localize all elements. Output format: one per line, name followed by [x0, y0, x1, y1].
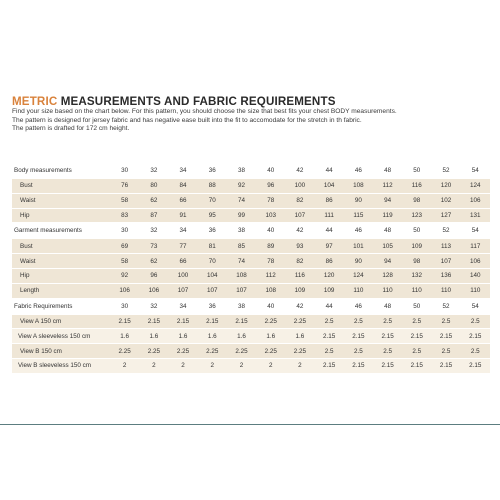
table-cell: 2.15 [461, 329, 490, 343]
table-cell: 97 [315, 239, 344, 253]
table-row [12, 269, 490, 283]
table-row [12, 179, 490, 193]
table-cell: 120 [315, 269, 344, 283]
table-cell: 2.25 [256, 315, 285, 329]
table-cell: 124 [344, 269, 373, 283]
table-cell: 101 [344, 239, 373, 253]
table-cell: 106 [461, 254, 490, 268]
table-cell: 87 [139, 209, 168, 223]
table-cell: 66 [168, 254, 197, 268]
table-cell: 1.6 [285, 329, 314, 343]
table-cell: 85 [227, 239, 256, 253]
size-header-cell: 44 [325, 167, 333, 174]
table-cell: 98 [402, 194, 431, 208]
table-cell: 90 [344, 254, 373, 268]
table-cell: 109 [315, 284, 344, 298]
row-label: Waist [12, 254, 110, 268]
table-cell: 2.5 [373, 344, 402, 358]
row-label: Bust [12, 179, 110, 193]
table-cell: 74 [227, 254, 256, 268]
table-cell: 2 [110, 359, 139, 373]
size-header-cell: 48 [384, 227, 392, 235]
table-cell: 140 [461, 269, 490, 283]
size-header-cell: 36 [208, 167, 216, 174]
table-cell: 81 [198, 239, 227, 253]
size-header-cell: 52 [442, 302, 450, 310]
table-cell: 2.25 [285, 315, 314, 329]
table-cell: 128 [373, 269, 402, 283]
table-cell: 107 [431, 254, 460, 268]
table-cell: 70 [198, 254, 227, 268]
table-cell: 2 [139, 359, 168, 373]
table-row [12, 239, 490, 253]
table-cell: 2.15 [431, 359, 460, 373]
table-cell: 106 [461, 194, 490, 208]
title-rest: MEASUREMENTS AND FABRIC REQUIREMENTS [57, 95, 336, 108]
table-cell: 117 [461, 239, 490, 253]
section-header-row [12, 223, 490, 238]
size-header-cell: 50 [413, 227, 421, 235]
table-cell: 2.25 [256, 344, 285, 358]
table-cell: 1.6 [139, 329, 168, 343]
table-cell: 112 [373, 179, 402, 193]
table-cell: 1.6 [168, 329, 197, 343]
table-cell: 108 [227, 269, 256, 283]
table-cell: 123 [402, 209, 431, 223]
table-cell: 124 [461, 179, 490, 193]
table-cell: 2.25 [110, 344, 139, 358]
table-row [12, 359, 490, 373]
table-cell: 110 [461, 284, 490, 298]
table-cell: 91 [168, 209, 197, 223]
table-cell: 74 [227, 194, 256, 208]
table-cell: 82 [285, 194, 314, 208]
table-cell: 2.15 [402, 329, 431, 343]
table-cell: 2.5 [461, 315, 490, 329]
row-label: Bust [12, 239, 110, 253]
table-cell: 115 [344, 209, 373, 223]
table-cell: 2.5 [431, 344, 460, 358]
row-label: View B 150 cm [12, 344, 110, 358]
table-cell: 94 [373, 194, 402, 208]
table-cell: 66 [168, 194, 197, 208]
table-cell: 90 [344, 194, 373, 208]
intro-line: The pattern is designed for jersey fabric and has negative ease built into the fit to accomodate for the stretch in th fabric. [12, 116, 362, 124]
size-header-cell: 38 [237, 227, 245, 235]
table-cell: 73 [139, 239, 168, 253]
bottom-divider [0, 424, 500, 425]
table-cell: 92 [227, 179, 256, 193]
table-cell: 100 [285, 179, 314, 193]
size-header-cell: 50 [413, 302, 421, 310]
table-row [12, 315, 490, 329]
table-cell: 2.15 [315, 359, 344, 373]
table-cell: 78 [256, 194, 285, 208]
table-cell: 116 [285, 269, 314, 283]
table-cell: 120 [431, 179, 460, 193]
size-header-cell: 54 [471, 227, 479, 235]
table-cell: 2.5 [402, 344, 431, 358]
table-cell: 84 [168, 179, 197, 193]
table-cell: 131 [461, 209, 490, 223]
table-cell: 76 [110, 179, 139, 193]
table-cell: 110 [402, 284, 431, 298]
table-cell: 1.6 [198, 329, 227, 343]
table-cell: 109 [402, 239, 431, 253]
size-header-cell: 36 [208, 227, 216, 235]
table-cell: 103 [256, 209, 285, 223]
size-header-cell: 44 [325, 227, 333, 235]
table-cell: 82 [285, 254, 314, 268]
row-label: Hip [12, 269, 110, 283]
table-row [12, 344, 490, 358]
size-header-cell: 34 [179, 302, 187, 310]
table-cell: 2.25 [285, 344, 314, 358]
size-header-cell: 30 [121, 227, 129, 235]
size-header-cell: 30 [121, 302, 129, 310]
table-cell: 108 [256, 284, 285, 298]
section-header-row [12, 163, 490, 178]
table-row [12, 194, 490, 208]
table-cell: 2.15 [110, 315, 139, 329]
size-header-cell: 46 [354, 167, 362, 174]
size-header-cell: 48 [384, 302, 392, 310]
table-cell: 2 [227, 359, 256, 373]
table-cell: 136 [431, 269, 460, 283]
size-header-cell: 38 [237, 302, 245, 310]
size-chart-table [12, 162, 490, 374]
size-header-cell: 42 [296, 167, 304, 174]
table-cell: 2.15 [373, 329, 402, 343]
table-cell: 70 [198, 194, 227, 208]
size-header-cell: 36 [208, 302, 216, 310]
table-cell: 96 [256, 179, 285, 193]
table-cell: 2.5 [315, 315, 344, 329]
table-cell: 1.6 [110, 329, 139, 343]
table-cell: 88 [198, 179, 227, 193]
size-header-cell: 34 [179, 167, 187, 174]
size-header-cell: 40 [267, 302, 275, 310]
section-title: Fabric Requirements [14, 302, 73, 310]
section-title: Garment measurements [14, 227, 82, 235]
table-cell: 2.15 [431, 329, 460, 343]
size-header-cell: 42 [296, 227, 304, 235]
title-accent: METRIC [12, 95, 58, 108]
table-cell: 2 [285, 359, 314, 373]
row-label: View B sleeveless 150 cm [12, 359, 110, 373]
table-cell: 58 [110, 254, 139, 268]
table-cell: 1.6 [227, 329, 256, 343]
table-cell: 93 [285, 239, 314, 253]
table-cell: 58 [110, 194, 139, 208]
intro-text [12, 108, 492, 134]
table-cell: 2.25 [227, 344, 256, 358]
size-header-cell: 40 [267, 227, 275, 235]
table-cell: 94 [373, 254, 402, 268]
row-label: View A sleeveless 150 cm [12, 329, 110, 343]
size-header-cell: 38 [237, 167, 245, 174]
row-label: Waist [12, 194, 110, 208]
section-header-row [12, 299, 490, 314]
table-cell: 2.15 [344, 359, 373, 373]
table-row [12, 209, 490, 223]
table-cell: 106 [139, 284, 168, 298]
table-cell: 100 [168, 269, 197, 283]
table-cell: 95 [198, 209, 227, 223]
page-title [12, 95, 336, 108]
table-cell: 2.25 [198, 344, 227, 358]
table-row [12, 254, 490, 268]
table-cell: 2.15 [344, 329, 373, 343]
row-label: Length [12, 284, 110, 298]
table-cell: 98 [402, 254, 431, 268]
table-cell: 107 [168, 284, 197, 298]
table-row [12, 329, 490, 343]
table-cell: 99 [227, 209, 256, 223]
table-cell: 89 [256, 239, 285, 253]
table-cell: 69 [110, 239, 139, 253]
table-cell: 2 [198, 359, 227, 373]
table-cell: 110 [344, 284, 373, 298]
table-cell: 127 [431, 209, 460, 223]
intro-line: Find your size based on the chart below. For this pattern, you should choose the size that best fits your chest BODY measurements. [12, 108, 397, 115]
table-cell: 105 [373, 239, 402, 253]
size-header-cell: 32 [150, 167, 158, 174]
size-header-cell: 32 [150, 302, 158, 310]
table-cell: 92 [110, 269, 139, 283]
table-cell: 2.15 [168, 315, 197, 329]
table-cell: 2.5 [344, 344, 373, 358]
table-cell: 107 [198, 284, 227, 298]
table-cell: 62 [139, 194, 168, 208]
table-cell: 112 [256, 269, 285, 283]
row-label: View A 150 cm [12, 315, 110, 329]
table-cell: 2.15 [315, 329, 344, 343]
table-cell: 104 [198, 269, 227, 283]
table-cell: 80 [139, 179, 168, 193]
table-cell: 2 [256, 359, 285, 373]
size-header-cell: 42 [296, 302, 304, 310]
size-header-cell: 32 [150, 227, 158, 235]
size-header-cell: 44 [325, 302, 333, 310]
table-cell: 2.5 [315, 344, 344, 358]
table-cell: 2.15 [373, 359, 402, 373]
table-cell: 106 [110, 284, 139, 298]
table-cell: 107 [227, 284, 256, 298]
size-header-cell: 46 [354, 227, 362, 235]
table-cell: 2.25 [139, 344, 168, 358]
size-header-cell: 40 [267, 167, 275, 174]
table-cell: 2.5 [373, 315, 402, 329]
table-cell: 86 [315, 254, 344, 268]
size-header-cell: 30 [121, 167, 129, 174]
table-row [12, 284, 490, 298]
table-cell: 77 [168, 239, 197, 253]
table-cell: 113 [431, 239, 460, 253]
size-header-cell: 34 [179, 227, 187, 235]
size-header-cell: 46 [354, 302, 362, 310]
table-cell: 83 [110, 209, 139, 223]
table-cell: 2 [168, 359, 197, 373]
table-cell: 108 [344, 179, 373, 193]
table-cell: 2.25 [168, 344, 197, 358]
table-cell: 1.6 [256, 329, 285, 343]
table-cell: 109 [285, 284, 314, 298]
table-cell: 2.15 [461, 359, 490, 373]
table-cell: 2.5 [461, 344, 490, 358]
table-cell: 96 [139, 269, 168, 283]
table-cell: 62 [139, 254, 168, 268]
table-cell: 2.5 [402, 315, 431, 329]
size-header-cell: 52 [442, 227, 450, 235]
table-cell: 2.5 [344, 315, 373, 329]
table-cell: 132 [402, 269, 431, 283]
table-cell: 119 [373, 209, 402, 223]
table-cell: 116 [402, 179, 431, 193]
size-header-cell: 52 [442, 167, 450, 174]
table-cell: 104 [315, 179, 344, 193]
size-header-cell: 54 [471, 302, 479, 310]
table-cell: 111 [315, 209, 344, 223]
table-cell: 110 [373, 284, 402, 298]
size-header-cell: 48 [384, 167, 392, 174]
size-header-cell: 54 [471, 167, 479, 174]
table-cell: 2.5 [431, 315, 460, 329]
table-cell: 110 [431, 284, 460, 298]
row-label: Hip [12, 209, 110, 223]
table-cell: 2.15 [227, 315, 256, 329]
section-title: Body measurements [14, 167, 72, 174]
intro-line: The pattern is drafted for 172 cm height. [12, 125, 130, 132]
size-header-cell: 50 [413, 167, 421, 174]
table-cell: 2.15 [139, 315, 168, 329]
table-cell: 2.15 [198, 315, 227, 329]
table-cell: 78 [256, 254, 285, 268]
table-cell: 107 [285, 209, 314, 223]
table-cell: 102 [431, 194, 460, 208]
table-cell: 86 [315, 194, 344, 208]
table-cell: 2.15 [402, 359, 431, 373]
